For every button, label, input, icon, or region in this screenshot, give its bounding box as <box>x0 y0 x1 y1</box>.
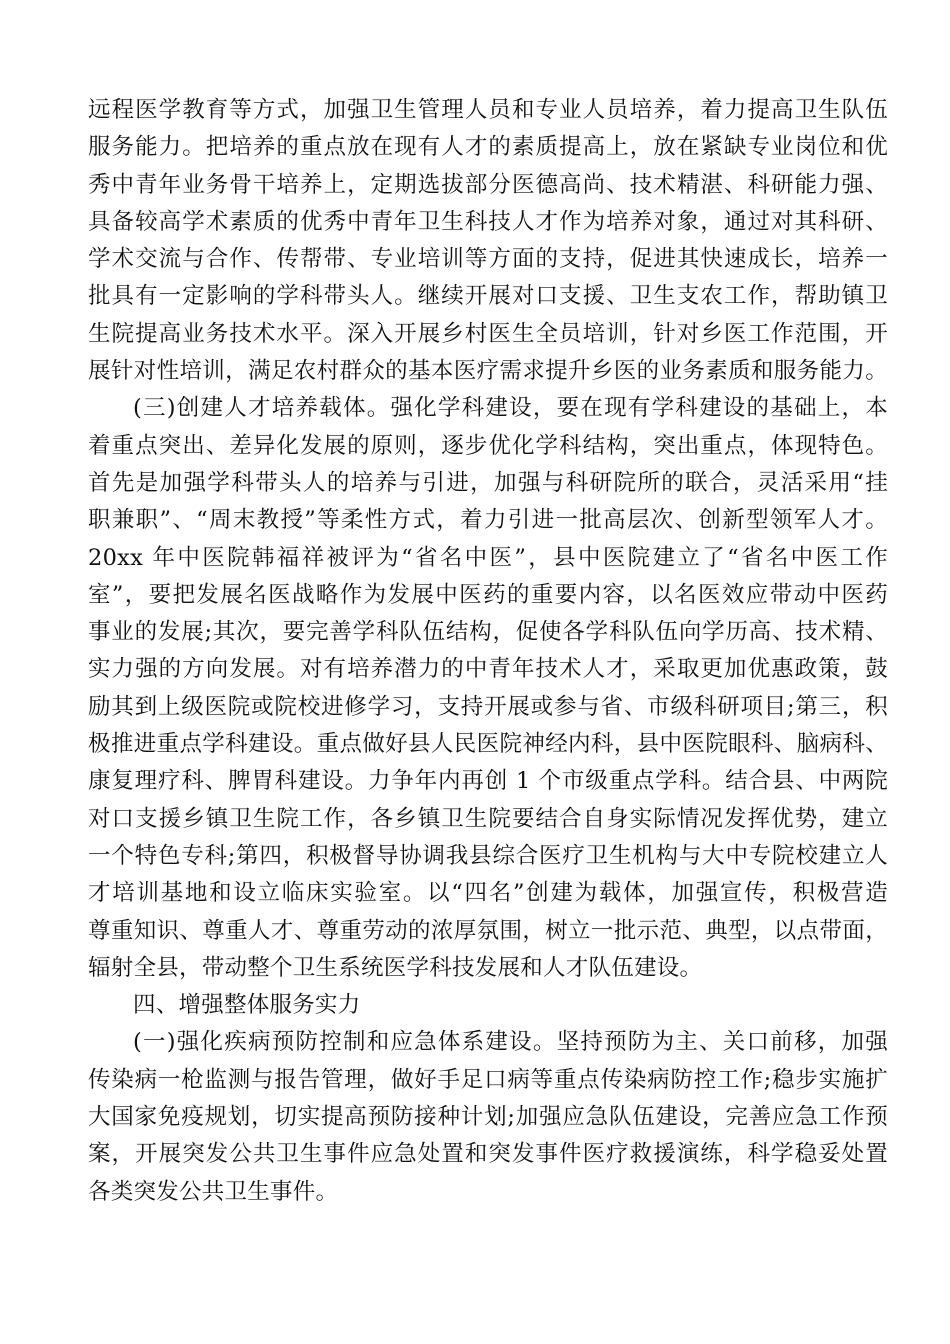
text-line: 职兼职”、“周末教授”等柔性方式，着力引进一批高层次、创新型领军人才。 <box>88 507 888 534</box>
text-line: 辐射全县，带动整个卫生系统医学科技发展和人才队伍建设。 <box>88 954 703 981</box>
text-line: 批具有一定影响的学科带头人。继续开展对口支援、卫生支农工作，帮助镇卫 <box>88 283 888 310</box>
text-line: 事业的发展;其次，要完善学科队伍结构，促使各学科队伍向学历高、技术精、 <box>88 619 888 646</box>
section-paragraph-line: (一)强化疾病预防控制和应急体系建设。坚持预防为主、关口前移，加强 <box>133 1029 888 1056</box>
text-line: 室”，要把发展名医战略作为发展中医药的重要内容，以名医效应带动中医药 <box>88 581 888 608</box>
text-line: 实力强的方向发展。对有培养潜力的中青年技术人才，采取更加优惠政策，鼓 <box>88 656 888 683</box>
text-line: 20xx 年中医院韩福祥被评为“省名中医”，县中医院建立了“省名中医工作 <box>88 544 888 571</box>
document-body <box>88 92 888 1211</box>
text-line: 励其到上级医院或院校进修学习，支持开展或参与省、市级科研项目;第三，积 <box>88 693 888 720</box>
text-line: 首先是加强学科带头人的培养与引进，加强与科研院所的联合，灵活采用“挂 <box>88 469 888 496</box>
text-line: 案，开展突发公共卫生事件应急处置和突发事件医疗救援演练，科学稳妥处置 <box>88 1141 888 1168</box>
text-line: 大国家免疫规划，切实提高预防接种计划;加强应急队伍建设，完善应急工作预 <box>88 1104 888 1131</box>
text-line: 对口支援乡镇卫生院工作，各乡镇卫生院要结合自身实际情况发挥优势，建立 <box>88 805 888 832</box>
text-line: 康复理疗科、脾胃科建设。力争年内再创 1 个市级重点学科。结合县、中两院 <box>88 768 888 795</box>
text-line: 各类突发公共卫生事件。 <box>88 1178 339 1205</box>
text-line: 远程医学教育等方式，加强卫生管理人员和专业人员培养，着力提高卫生队伍 <box>88 97 888 123</box>
text-line: 服务能力。把培养的重点放在现有人才的素质提高上，放在紧缺专业岗位和优 <box>88 134 888 161</box>
text-line: 生院提高业务技术水平。深入开展乡村医生全员培训，针对乡医工作范围，开 <box>88 320 888 347</box>
text-line: 才培训基地和设立临床实验室。以“四名”创建为载体，加强宣传，积极营造 <box>88 880 888 907</box>
text-line: 学术交流与合作、传帮带、专业培训等方面的支持，促进其快速成长，培养一 <box>88 246 888 273</box>
text-line: 展针对性培训，满足农村群众的基本医疗需求提升乡医的业务素质和服务能力。 <box>88 358 888 385</box>
text-line: 一个特色专科;第四，积极督导协调我县综合医疗卫生机构与大中专院校建立人 <box>88 842 888 869</box>
text-line: 着重点突出、差异化发展的原则，逐步优化学科结构，突出重点，体现特色。 <box>88 432 888 459</box>
text-line: 极推进重点学科建设。重点做好县人民医院神经内科，县中医院眼科、脑病科、 <box>88 731 888 758</box>
section-paragraph-line: (三)创建人才培养载体。强化学科建设，要在现有学科建设的基础上，本 <box>133 395 888 422</box>
text-line: 具备较高学术素质的优秀中青年卫生科技人才作为培养对象，通过对其科研、 <box>88 208 888 235</box>
section-heading: 四、增强整体服务实力 <box>133 992 361 1019</box>
text-line: 传染病一枪监测与报告管理，做好手足口病等重点传染病防控工作;稳步实施扩 <box>88 1066 888 1093</box>
text-line: 尊重知识、尊重人才、尊重劳动的浓厚氛围，树立一批示范、典型，以点带面， <box>88 917 888 944</box>
text-line: 秀中青年业务骨干培养上，定期选拔部分医德高尚、技术精湛、科研能力强、 <box>88 171 888 198</box>
